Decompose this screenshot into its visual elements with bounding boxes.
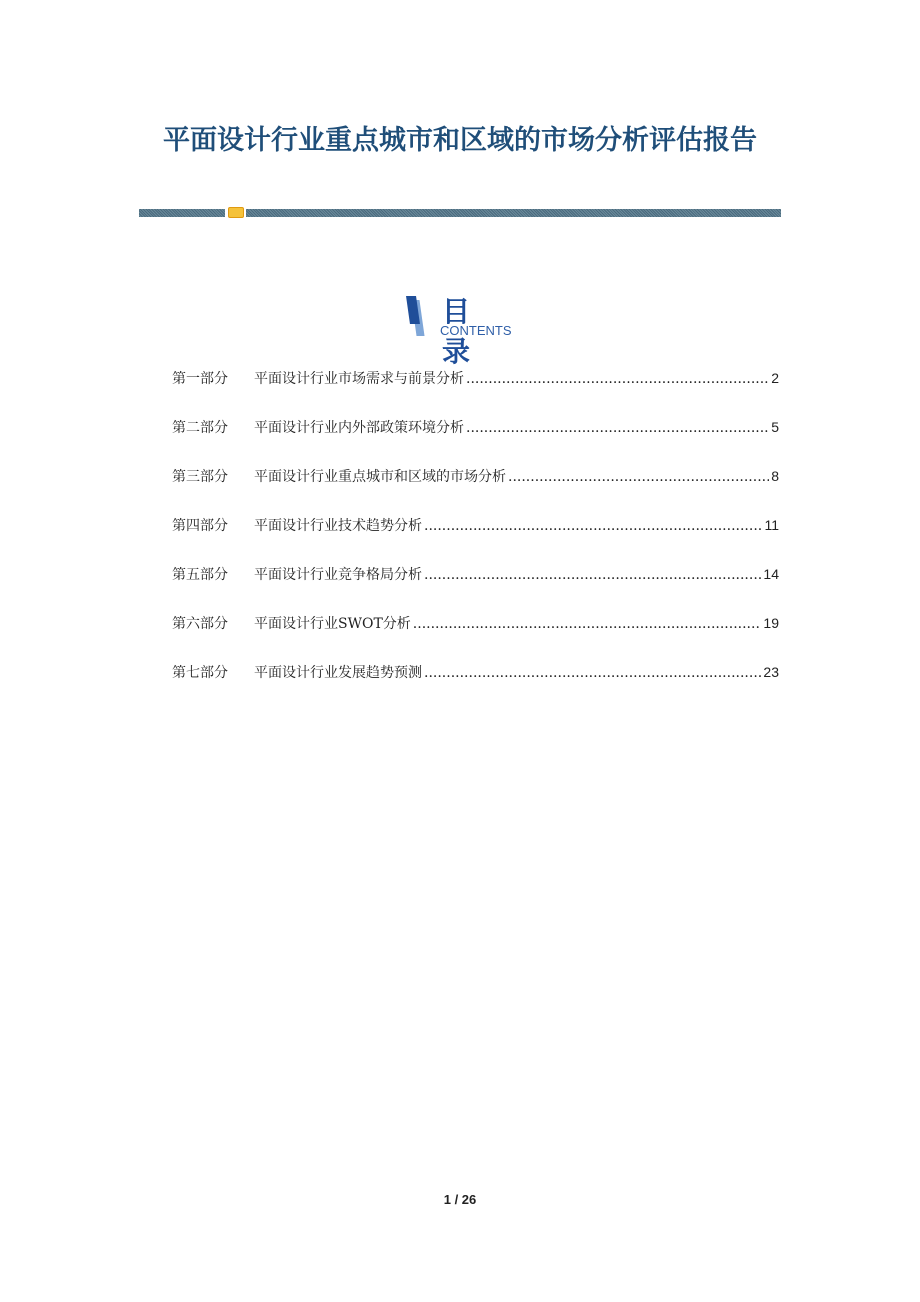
- toc-page: 11: [764, 517, 779, 533]
- toc-part: 第五部分: [172, 567, 228, 583]
- toc-part: 第七部分: [172, 665, 228, 681]
- toc-leader: [466, 371, 769, 387]
- toc-entry[interactable]: [172, 515, 779, 535]
- toc-leader: [424, 665, 761, 681]
- divider-badge-icon: [228, 207, 244, 218]
- toc-leader: [508, 469, 769, 485]
- toc-text: 平面设计行业内外部政策环境分析: [254, 420, 464, 436]
- toc-text: 平面设计行业技术趋势分析: [254, 518, 422, 534]
- toc-leader: [424, 518, 762, 534]
- toc-entry[interactable]: [172, 368, 779, 388]
- page-title: 平面设计行业重点城市和区域的市场分析评估报告: [163, 125, 757, 156]
- toc-text: 平面设计行业SWOT分析: [254, 616, 411, 632]
- divider-right: [246, 209, 781, 217]
- toc-heading-en: CONTENTS: [440, 323, 512, 338]
- toc-part: 第三部分: [172, 469, 228, 485]
- toc-part: 第一部分: [172, 371, 228, 387]
- toc-text: 平面设计行业重点城市和区域的市场分析: [254, 469, 506, 485]
- toc-entry[interactable]: [172, 613, 779, 633]
- toc-page: 8: [771, 468, 779, 484]
- toc-text: 平面设计行业市场需求与前景分析: [254, 371, 464, 387]
- toc-leader: [466, 420, 769, 436]
- toc-entry[interactable]: [172, 417, 779, 437]
- toc-entry[interactable]: [172, 466, 779, 486]
- toc-entry[interactable]: [172, 564, 779, 584]
- toc-page: 19: [763, 615, 779, 631]
- toc-heading: [406, 295, 526, 368]
- toc-page: 2: [771, 370, 779, 386]
- toc-page: 5: [771, 419, 779, 435]
- toc-leader: [413, 616, 762, 632]
- divider-left: [139, 209, 225, 217]
- toc-part: 第二部分: [172, 420, 228, 436]
- toc-leader: [424, 567, 761, 583]
- toc-part: 第四部分: [172, 518, 228, 534]
- toc-entry[interactable]: [172, 662, 779, 682]
- toc-page: 14: [763, 566, 779, 582]
- page-number: 1 / 26: [443, 1192, 477, 1207]
- toc-heading-cn: 目 录: [442, 295, 483, 368]
- toc-text: 平面设计行业竞争格局分析: [254, 567, 422, 583]
- toc-text: 平面设计行业发展趋势预测: [254, 665, 422, 681]
- toc-part: 第六部分: [172, 616, 228, 632]
- toc-page: 23: [763, 664, 779, 680]
